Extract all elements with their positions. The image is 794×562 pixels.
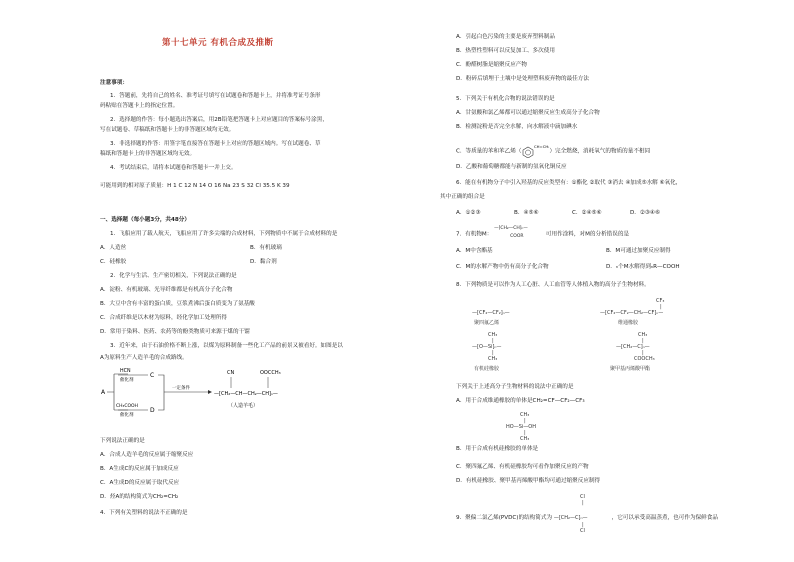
option[interactable]: D．有机硅橡胶、聚甲基丙烯酸甲酯均可通过缩聚反应制得	[456, 478, 601, 484]
bond-line: |	[642, 338, 644, 344]
option[interactable]: A．M中含酯基	[456, 248, 493, 254]
bond-line: |	[582, 522, 584, 528]
notice-item: 3．非选择题的作答：用签字笔直接答在答题卡上对应的答题区域内。写在试题卷、草	[110, 141, 321, 147]
polymer-name: （人造羊毛）	[228, 403, 259, 409]
option[interactable]: A．引起白色污染的主要是废弃塑料制品	[456, 34, 555, 40]
option[interactable]: B．热塑性塑料可以反复加工、多次使用	[456, 48, 555, 54]
page-title: 第十七单元 有机合成及推断	[162, 38, 274, 48]
pmma-formula: —[CH₂—C]ₙ—	[616, 344, 650, 350]
option[interactable]: A．用于合成维通橡胶的单体是CH₂=CF—CF₂—CF₃	[456, 398, 585, 404]
monomer-top-group: CH₃	[520, 412, 530, 418]
pvdc-top-group: Cl	[580, 494, 585, 500]
bond-line: |	[492, 338, 494, 344]
silicone-top-group: CH₃	[488, 332, 498, 338]
option[interactable]: B．检测淀粉是否完全水解，向水解液中滴加碘水	[456, 124, 578, 130]
pmma-top-group: CH₃	[638, 332, 648, 338]
question-stem: A为原料生产人造羊毛的合成路线。	[100, 355, 188, 361]
bond-line: |	[642, 350, 644, 356]
question-stem: ，它可以承受高温蒸煮，也可作为保鲜食品	[611, 515, 718, 521]
q7-options	[456, 264, 680, 272]
q1-options	[100, 259, 277, 267]
notice-item: 1．答题前，先将自己的姓名、准考证号填写在试题卷和答题卡上，并将准考证号条形	[110, 93, 321, 99]
option[interactable]: C．合成纤维是以木材为原料，经化学加工处理所得	[100, 315, 227, 321]
option[interactable]: D．烃A的结构简式为CH₂=CH₂	[100, 494, 179, 500]
option[interactable]: A．甘氨酸和氯乙烯都可以通过缩聚反应生成高分子化合物	[456, 110, 600, 116]
option[interactable]: D．乙酸和葡萄糖都能与新制的氢氧化铜反应	[456, 164, 567, 170]
option-text: C．等质量的苯和苯乙烯（	[456, 148, 522, 155]
fluororubber-formula: —[CF₂—CF₂—CH₂—CF]ₙ—	[600, 310, 664, 316]
reactant-a-label: A	[101, 389, 106, 396]
notice-item: 写在试题卷、草稿纸和答题卡上的非答题区域均无效。	[100, 127, 235, 133]
option[interactable]: D．常用于染料、医药、农药等的酚类物质可来源于煤的干馏	[100, 329, 250, 335]
notice-item: 4．考试结束后，请将本试题卷和答题卡一并上交。	[110, 165, 237, 171]
option[interactable]: A．淀粉、有机玻璃、光导纤维都是有机高分子化合物	[100, 287, 233, 293]
question-stem: 2．化学与生活、生产密切相关，下列说法正确的是	[110, 273, 237, 279]
silicone-formula: —[O—Si]ₙ—	[472, 344, 502, 350]
question-stem: 5．下列关于有机化合物的说法错误的是	[456, 96, 555, 102]
option[interactable]: B．用于合成有机硅橡胶的单体是	[456, 446, 539, 452]
option[interactable]: B．④⑤⑥	[514, 210, 539, 216]
silicone-label: 有机硅橡胶	[474, 366, 500, 372]
bond-line: |	[660, 304, 662, 310]
q7-stem	[456, 228, 629, 240]
bond-line: |	[582, 500, 584, 506]
pmma-bottom-group: COOCH₃	[634, 356, 655, 362]
reagent-catalyst-2: 催化剂	[120, 413, 134, 418]
question-stem: 9．聚偏二氯乙烯(PVDC)的结构简式为	[456, 515, 553, 521]
question-stem: 4．下列有关塑料的说法不正确的是	[100, 510, 188, 516]
option[interactable]: C．A生成D的反应属于取代反应	[100, 480, 180, 486]
reagent-catalyst-1: 催化剂	[120, 378, 134, 383]
option[interactable]: B．A生成C的反应属于加成反应	[100, 466, 179, 472]
option[interactable]: D．②③④⑥	[630, 210, 660, 216]
question-stem: 7．有机物M：	[456, 231, 493, 238]
option[interactable]: B．M可通过加聚反应制得	[606, 248, 671, 254]
styrene-structure	[521, 144, 549, 158]
option[interactable]: C．硅橡胶	[100, 259, 127, 265]
bond-line: |	[492, 350, 494, 356]
option[interactable]	[456, 144, 650, 158]
notice-item: 稿纸和答题卡上的非答题区域均无效。	[100, 151, 196, 157]
option[interactable]: D．ₙ个M水解得到ₙR—COOH	[606, 264, 680, 270]
option[interactable]: C．②④⑤⑥	[572, 210, 602, 216]
notice-item: 2．选择题的作答：每小题选出答案后，用2B铅笔把答题卡上对应题目的答案标号涂黑，	[110, 117, 328, 123]
atomic-masses: 可能用到的相对原子质量：H 1 C 12 N 14 O 16 Na 23 S 32 Cl 35.5 K 39	[100, 183, 290, 189]
q7-options	[456, 248, 671, 256]
q1-options	[100, 245, 282, 253]
question-prompt: 下列关于上述高分子生物材料的说法中正确的是	[456, 384, 574, 390]
fluororubber-substituent: CF₃	[656, 298, 665, 304]
option[interactable]: C．酚醛树脂是缩聚反应产物	[456, 62, 528, 68]
pmma-label: 聚甲基丙烯酸甲酯	[610, 366, 651, 372]
question-stem: 8．下列物质是可以作为人工心脏、人工血管等人体植入物的高分子生物材料。	[456, 282, 650, 288]
section-heading: 一、选择题（每小题3分，共48分）	[100, 217, 190, 223]
option[interactable]: B．有机玻璃	[250, 245, 282, 251]
question-stem: 可用作涂料，对M的分析错误的是	[545, 231, 630, 238]
option[interactable]: C．M的水解产物中仍有高分子化合物	[456, 264, 549, 270]
ptfe-label: 聚四氟乙烯	[474, 320, 500, 326]
monomer-bottom-group: CH₃	[520, 436, 530, 442]
polymer-m-structure	[494, 228, 544, 240]
notice-heading: 注意事项：	[100, 80, 128, 86]
q9-stem	[456, 515, 718, 523]
option-text: ）完全燃烧，消耗氧气的物质的量不相同	[549, 148, 651, 155]
option[interactable]: A．合成人造羊毛的反应属于缩聚反应	[100, 452, 194, 458]
bond-line: |	[524, 418, 526, 424]
question-stem: 1．飞船应用了载人航天，飞船应用了许多尖端的合成材料，下列物质中不属于合成材料的是	[110, 231, 338, 237]
biomaterial-structures	[470, 296, 790, 374]
option[interactable]: D．粉碎后填埋于土壤中是处理塑料废弃物的最佳方法	[456, 76, 589, 82]
product-c: C	[150, 372, 155, 379]
question-stem: 其中正确的组合是	[440, 194, 485, 200]
option[interactable]: B．大豆中含有丰富的蛋白质，豆浆煮沸后蛋白质变为了氨基酸	[100, 301, 255, 307]
polymer-m-chain: —[CH₂—CH]ₙ—	[494, 226, 528, 231]
product-d: D	[150, 407, 155, 414]
polymer-chain: —[CH₂—CH—CH₂—CH]ₙ—	[214, 391, 278, 397]
silicone-bottom-group: CH₃	[488, 356, 498, 362]
monomer-formula: HO—Si—OH	[506, 424, 536, 430]
polymer-ester-group: OOCCH₃	[260, 370, 281, 376]
synthesis-route-diagram	[100, 364, 300, 422]
polymer-cn-group: CN	[227, 370, 235, 376]
option[interactable]: C．聚四氟乙烯、有机硅橡胶均可看作加聚反应的产物	[456, 464, 589, 470]
styrene-substituent: CH=CH₂	[534, 144, 550, 149]
bond-line: |	[524, 430, 526, 436]
question-stem: 6．能在有机物分子中引入羟基的反应类型有：①酯化 ②取代 ③消去 ④加成⑤水解 ⑥氧化，	[456, 180, 682, 186]
option[interactable]: D．黏合剂	[250, 259, 277, 265]
ptfe-formula: —[CF₂—CF₂]ₙ—	[472, 310, 510, 316]
fluororubber-label: 维通橡胶	[618, 320, 639, 326]
notice-item: 码粘贴在答题卡上的指定位置。	[100, 103, 179, 109]
pvdc-bottom-group: Cl	[580, 528, 585, 534]
reagent-hcn: HCN	[120, 369, 131, 374]
question-stem: 3．近年来，由于石油价格不断上涨，以煤为原料制备一些化工产品的前景又被看好。如图是以	[110, 343, 343, 349]
polymer-m-sidegroup: COOR	[510, 234, 524, 239]
option[interactable]: A．人造丝	[100, 245, 127, 251]
option[interactable]: A．①②③	[456, 210, 481, 216]
q6-options	[456, 210, 660, 218]
arrow-condition: 一定条件	[172, 386, 190, 391]
reagent-ch3cooh: CH₃COOH	[116, 404, 138, 409]
pvdc-formula: —[CH₂—C]ₙ—	[553, 515, 588, 521]
question-prompt: 下列说法正确的是	[100, 438, 145, 444]
